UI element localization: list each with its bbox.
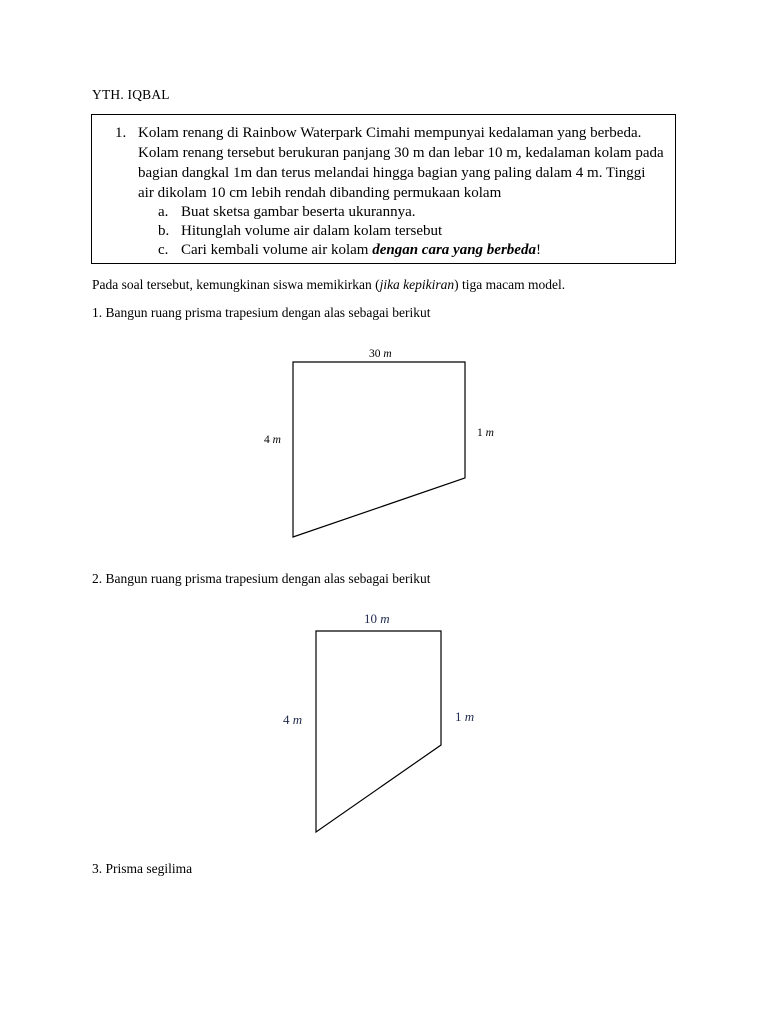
diagram-2-top-label: 10 m	[364, 611, 390, 626]
diagram-1-left-label: 4 m	[264, 434, 281, 446]
problem-line: Kolam renang tersebut berukuran panjang 30 m dan lebar 10 m, kedalaman kolam pada	[138, 145, 664, 161]
subitem-text-plain: Cari kembali volume air kolam	[181, 242, 373, 258]
subitem-text-end: !	[535, 242, 541, 258]
subitem-text-emphasis: dengan cara yang berbeda	[372, 242, 536, 258]
problem-line: air dikolam 10 cm lebih rendah dibanding permukaan kolam	[138, 185, 502, 201]
intro-text-after: ) tiga macam model.	[454, 277, 566, 292]
diagram-1-right-label: 1 m	[477, 427, 494, 439]
problem-line: Kolam renang di Rainbow Waterpark Cimahi mempunyai kedalaman yang berbeda.	[138, 125, 642, 141]
model-2-label: 2. Bangun ruang prisma trapesium dengan alas sebagai berikut	[92, 571, 431, 586]
diagram-1-top-label: 30 m	[369, 348, 392, 360]
problem-line: bagian dangkal 1m dan terus melandai hingga bagian yang paling dalam 4 m. Tinggi	[138, 165, 646, 181]
subitem-text: Buat sketsa gambar beserta ukurannya.	[181, 204, 416, 220]
trapezoid-shape-2	[316, 631, 441, 832]
subitem-letter: c.	[158, 242, 169, 258]
intro-text-before: Pada soal tersebut, kemungkinan siswa memikirkan (	[92, 277, 380, 292]
diagram-2-right-label: 1 m	[455, 709, 475, 724]
subitem-letter: a.	[158, 204, 169, 220]
diagram-2-left-label: 4 m	[283, 712, 303, 727]
subitem-text: Hitunglah volume air dalam kolam tersebut	[181, 223, 443, 239]
intro-text-emphasis: jika kepikiran	[379, 277, 455, 292]
model-1-label: 1. Bangun ruang prisma trapesium dengan alas sebagai berikut	[92, 305, 431, 320]
addressee-heading: YTH. IQBAL	[92, 87, 170, 102]
subitem-letter: b.	[158, 223, 170, 239]
model-3-label: 3. Prisma segilima	[92, 861, 193, 876]
problem-number: 1.	[115, 125, 127, 141]
